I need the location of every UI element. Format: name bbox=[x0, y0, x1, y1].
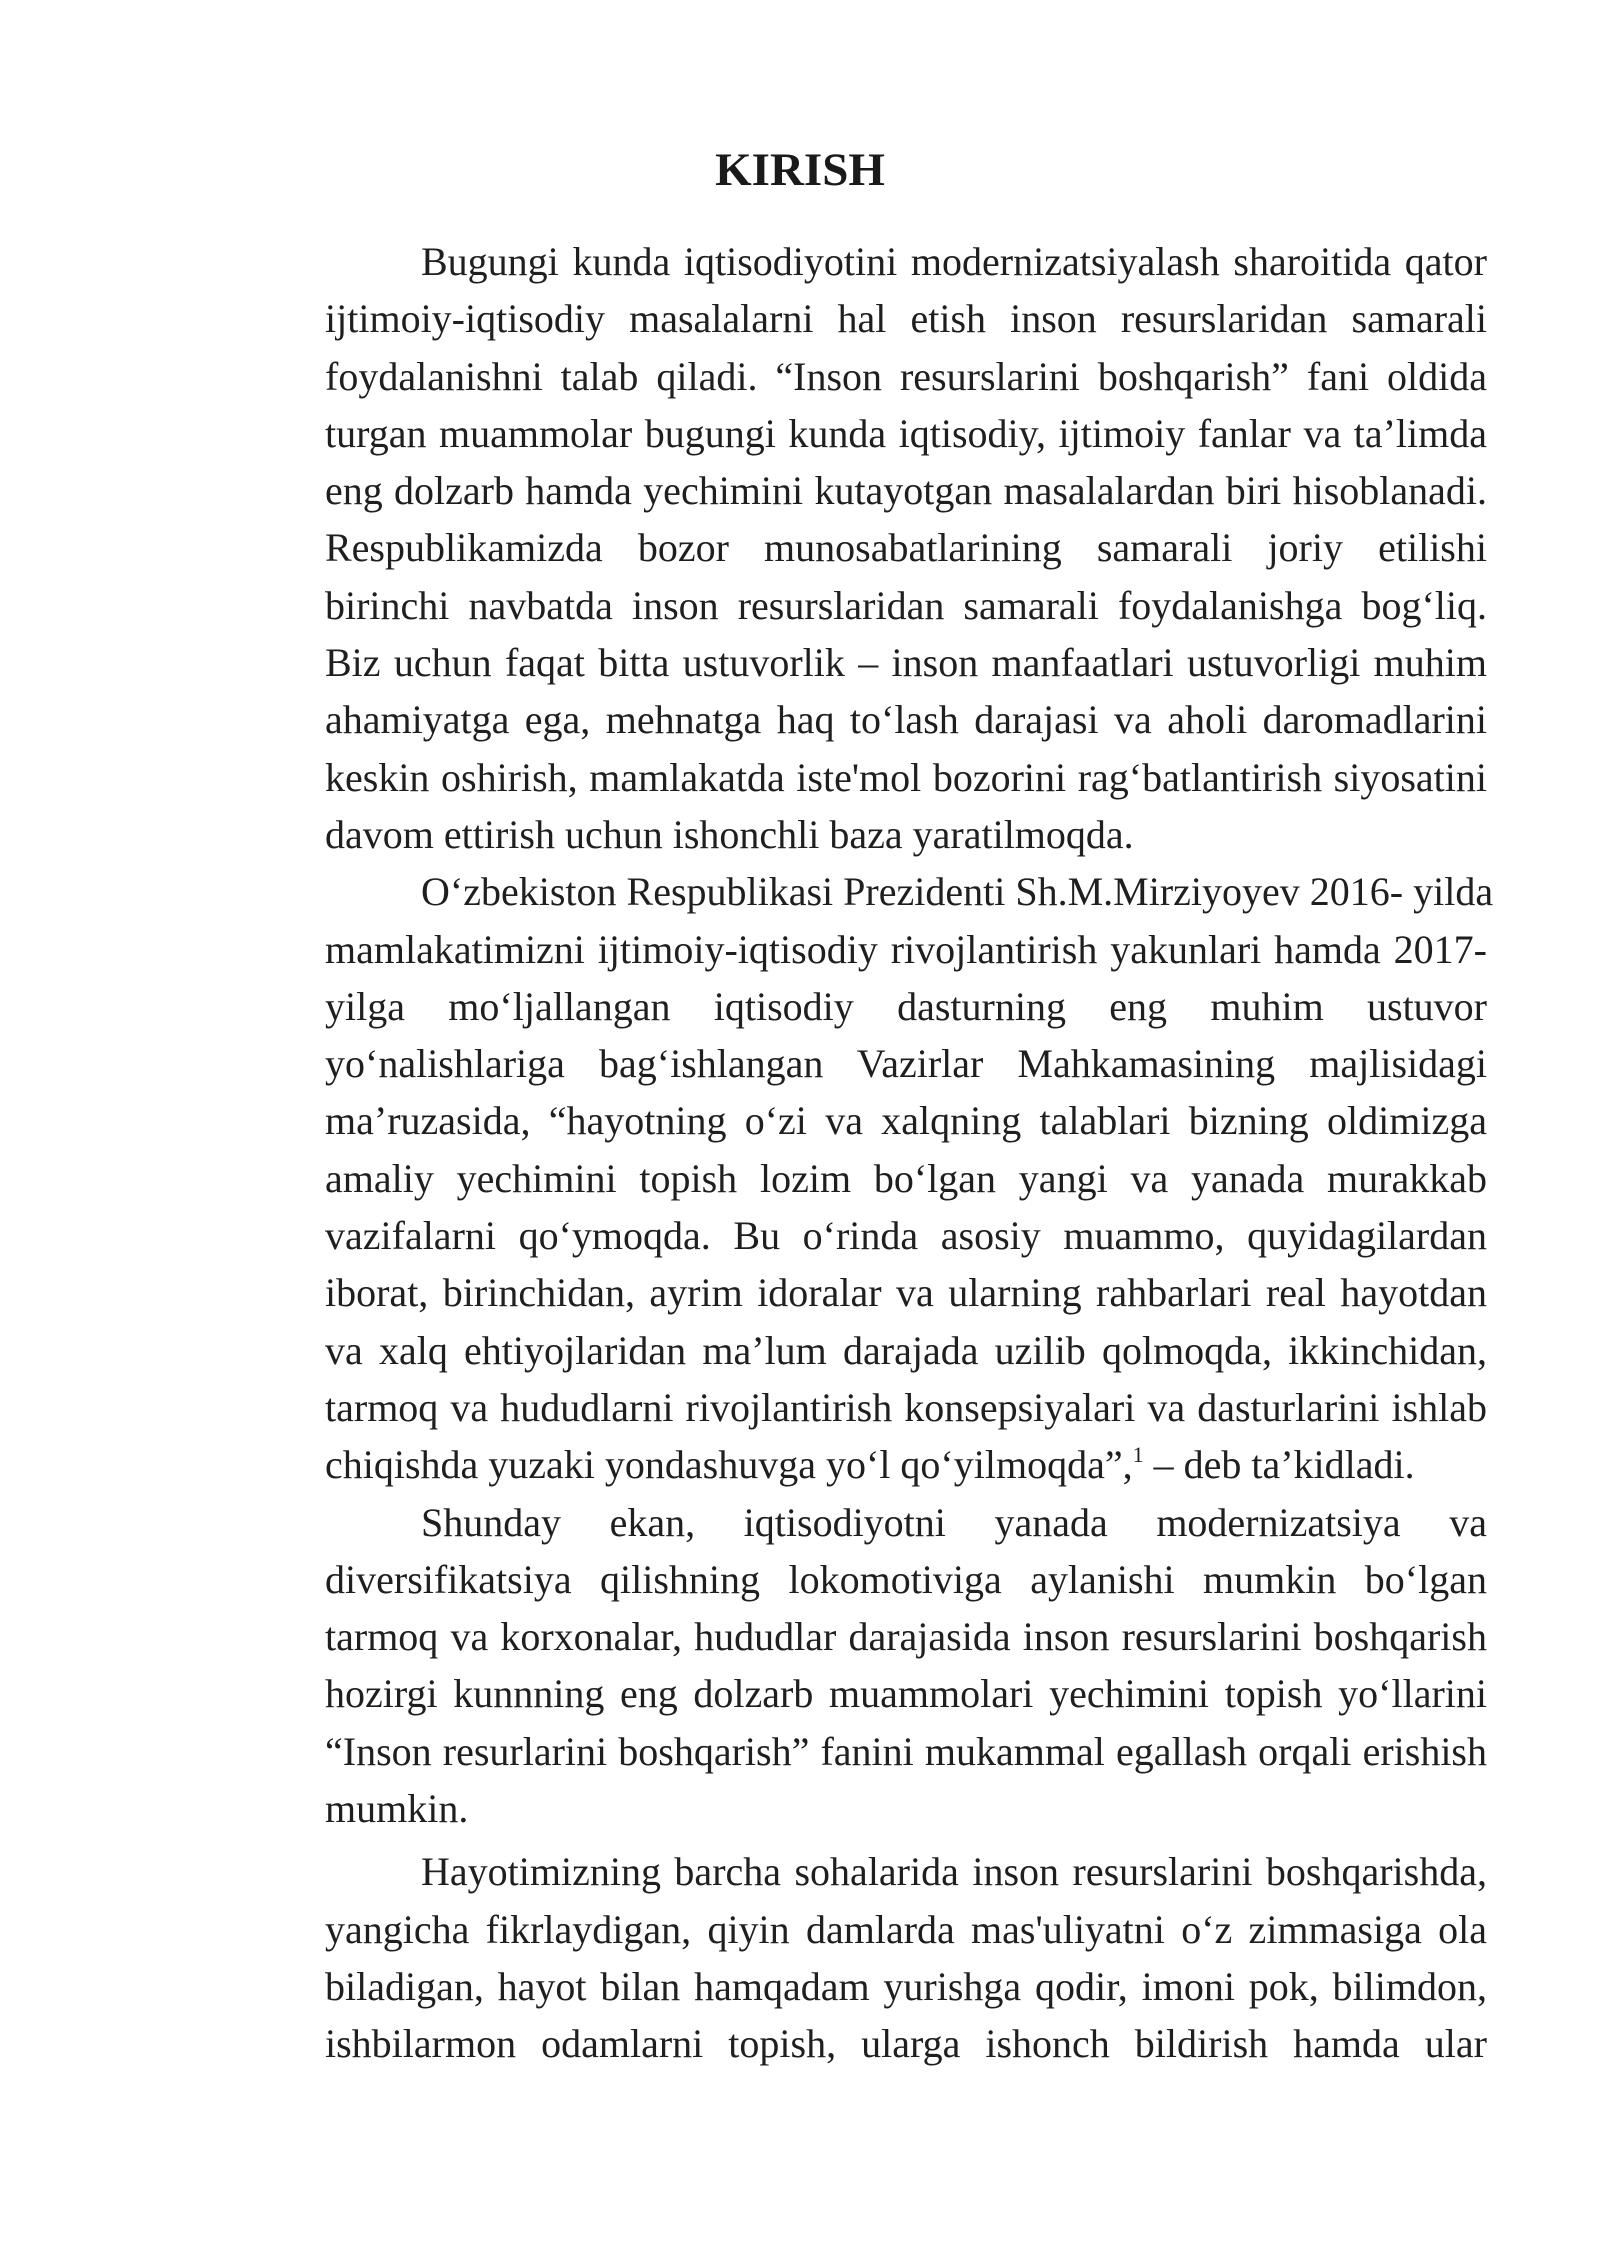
text-line: diversifikatsiya qilishning lokomotiviga aylanishi mumkin bo‘lgan bbox=[325, 1556, 1487, 1602]
text-line: yangicha fikrlaydigan, qiyin damlarda mas'uliyatni o‘z zimmasiga ola bbox=[325, 1906, 1487, 1952]
text-line: ijtimoiy-iqtisodiy masalalarni hal etish inson resurslaridan samarali bbox=[325, 296, 1487, 342]
text-line: iborat, birinchidan, ayrim idoralar va ularning rahbarlari real hayotdan bbox=[325, 1270, 1487, 1316]
text-line: O‘zbekiston Respublikasi Prezidenti Sh.M.Mirziyoyev 2016- yilda bbox=[421, 869, 1494, 915]
text-line: keskin oshirish, mamlakatda iste'mol bozorini rag‘batlantirish siyosatini bbox=[325, 754, 1487, 800]
text-line: davom ettirish uchun ishonchli baza yaratilmoqda. bbox=[325, 811, 1134, 857]
text-line: turgan muammolar bugungi kunda iqtisodiy, ijtimoiy fanlar va ta’limda bbox=[325, 410, 1487, 456]
text-line: Respublikamizda bozor munosabatlarining samarali joriy etilishi bbox=[325, 525, 1487, 571]
paragraph-2 bbox=[229, 863, 1494, 1493]
text-fragment: – deb ta’kidladi. bbox=[1143, 1442, 1415, 1488]
text-line: vazifalarni qo‘ymoqda. Bu o‘rinda asosiy muammo, quyidagilardan bbox=[325, 1213, 1487, 1259]
text-line: mamlakatimizni ijtimoiy-iqtisodiy rivojlantirish yakunlari hamda 2017- bbox=[325, 926, 1487, 972]
text-line: Hayotimizning barcha sohalarida inson resurslarini boshqarishda, bbox=[421, 1849, 1487, 1895]
text-fragment: chiqishda yuzaki yondashuvga yo‘l qo‘yilmoqda”, bbox=[325, 1442, 1133, 1488]
text-line: ma’ruzasida, “hayotning o‘zi va xalqning talablari bizning oldimizga bbox=[325, 1098, 1487, 1144]
text-line: hozirgi kunnning eng dolzarb muammolari yechimini topish yo‘llarini bbox=[325, 1671, 1487, 1717]
paragraph-1 bbox=[229, 233, 1487, 863]
text-line: foydalanishni talab qiladi. “Inson resurslarini boshqarish” fani oldida bbox=[325, 353, 1487, 399]
text-line: biladigan, hayot bilan hamqadam yurishga qodir, imoni pok, bilimdon, bbox=[325, 1963, 1487, 2009]
text-line: amaliy yechimini topish lozim bo‘lgan yangi va yanada murakkab bbox=[325, 1155, 1487, 1201]
text-line: mumkin. bbox=[325, 1786, 469, 1832]
paragraph-4 bbox=[229, 1843, 1487, 2072]
text-line: “Inson resurlarini boshqarish” fanini mukammal egallash orqali erishish bbox=[325, 1728, 1487, 1774]
text-line: ishbilarmon odamlarni topish, ularga ishonch bildirish hamda ular bbox=[325, 2021, 1487, 2067]
text-line: tarmoq va korxonalar, hududlar darajasida inson resurslarini boshqarish bbox=[325, 1614, 1487, 1660]
text-line: yilga mo‘ljallangan iqtisodiy dasturning eng muhim ustuvor bbox=[325, 983, 1487, 1029]
document-body bbox=[229, 233, 1494, 2073]
paragraph-3 bbox=[229, 1494, 1487, 1838]
text-line: va xalq ehtiyojlaridan ma’lum darajada uzilib qolmoqda, ikkinchidan, bbox=[325, 1327, 1487, 1373]
footnote-reference[interactable]: 1 bbox=[1132, 1442, 1144, 1468]
text-line: birinchi navbatda inson resurslaridan samarali foydalanishga bog‘liq. bbox=[325, 582, 1487, 628]
text-line: Shunday ekan, iqtisodiyotni yanada modernizatsiya va bbox=[421, 1499, 1487, 1545]
page-title: KIRISH bbox=[715, 144, 885, 196]
text-line bbox=[229, 1436, 1487, 1493]
text-line: tarmoq va hududlarni rivojlantirish konsepsiyalari va dasturlarini ishlab bbox=[325, 1384, 1487, 1430]
text-line: yo‘nalishlariga bag‘ishlangan Vazirlar Mahkamasining majlisidagi bbox=[325, 1041, 1487, 1087]
text-line: ahamiyatga ega, mehnatga haq to‘lash darajasi va aholi daromadlarini bbox=[325, 697, 1487, 743]
text-line: Biz uchun faqat bitta ustuvorlik – inson manfaatlari ustuvorligi muhim bbox=[325, 640, 1487, 686]
text-line: eng dolzarb hamda yechimini kutayotgan masalalardan biri hisoblanadi. bbox=[325, 468, 1487, 514]
text-line: Bugungi kunda iqtisodiyotini modernizatsiyalash sharoitida qator bbox=[421, 239, 1487, 284]
